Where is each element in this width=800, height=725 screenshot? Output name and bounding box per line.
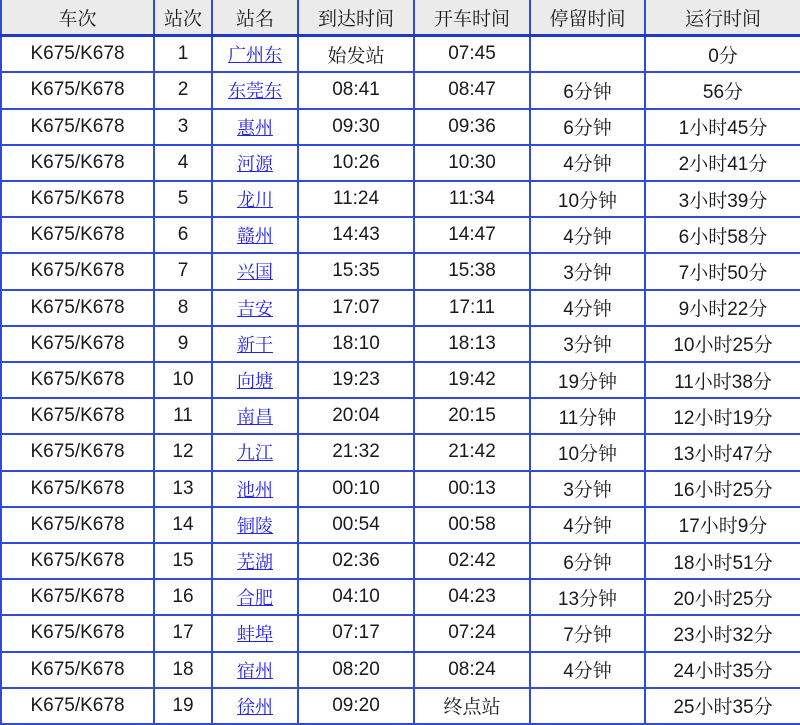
arrive-cell: 02:36: [298, 543, 414, 579]
table-row: [1, 145, 800, 181]
seq-cell: 8: [154, 290, 212, 326]
stop-cell: 19分钟: [530, 362, 645, 398]
duration-cell: 10小时25分: [645, 326, 800, 362]
depart-cell: 02:42: [414, 543, 530, 579]
seq-cell: 3: [154, 109, 212, 145]
depart-cell: 18:13: [414, 326, 530, 362]
station-link[interactable]: 蚌埠: [237, 624, 273, 645]
train-cell: K675/K678: [1, 543, 154, 579]
arrive-cell: 08:41: [298, 72, 414, 108]
station-link[interactable]: 河源: [237, 153, 273, 174]
train-cell: K675/K678: [1, 181, 154, 217]
depart-cell: 11:34: [414, 181, 530, 217]
arrive-cell: 始发站: [298, 36, 414, 73]
stop-cell: [530, 36, 645, 73]
train-cell: K675/K678: [1, 398, 154, 434]
stop-cell: 10分钟: [530, 181, 645, 217]
stop-cell: 4分钟: [530, 145, 645, 181]
table-row: [1, 688, 800, 724]
arrive-cell: 04:10: [298, 579, 414, 615]
seq-cell: 2: [154, 72, 212, 108]
duration-cell: 24小时35分: [645, 652, 800, 688]
stop-cell: 6分钟: [530, 543, 645, 579]
stop-cell: 6分钟: [530, 109, 645, 145]
train-cell: K675/K678: [1, 290, 154, 326]
table-row: [1, 543, 800, 579]
duration-cell: 17小时9分: [645, 507, 800, 543]
seq-cell: 4: [154, 145, 212, 181]
train-cell: K675/K678: [1, 652, 154, 688]
seq-cell: 1: [154, 36, 212, 73]
station-cell: [212, 290, 298, 326]
table-row: [1, 72, 800, 108]
seq-cell: 19: [154, 688, 212, 724]
train-cell: K675/K678: [1, 434, 154, 470]
duration-cell: 18小时51分: [645, 543, 800, 579]
seq-cell: 17: [154, 615, 212, 651]
stop-cell: 4分钟: [530, 507, 645, 543]
stop-cell: 4分钟: [530, 652, 645, 688]
duration-cell: 9小时22分: [645, 290, 800, 326]
col-header-seq: 站次: [154, 0, 212, 36]
arrive-cell: 08:20: [298, 652, 414, 688]
stop-cell: 3分钟: [530, 253, 645, 289]
train-cell: K675/K678: [1, 145, 154, 181]
arrive-cell: 17:07: [298, 290, 414, 326]
station-link[interactable]: 九江: [237, 443, 273, 464]
train-cell: K675/K678: [1, 579, 154, 615]
table-row: [1, 615, 800, 651]
station-link[interactable]: 池州: [237, 479, 273, 500]
col-header-arrive: 到达时间: [298, 0, 414, 36]
duration-cell: 7小时50分: [645, 253, 800, 289]
station-cell: [212, 688, 298, 724]
station-link[interactable]: 南昌: [237, 407, 273, 428]
stop-cell: [530, 688, 645, 724]
train-cell: K675/K678: [1, 326, 154, 362]
duration-cell: 1小时45分: [645, 109, 800, 145]
station-cell: [212, 72, 298, 108]
seq-cell: 7: [154, 253, 212, 289]
station-cell: [212, 326, 298, 362]
seq-cell: 13: [154, 471, 212, 507]
arrive-cell: 00:10: [298, 471, 414, 507]
station-cell: [212, 471, 298, 507]
depart-cell: 14:47: [414, 217, 530, 253]
table-row: [1, 217, 800, 253]
station-cell: [212, 217, 298, 253]
arrive-cell: 21:32: [298, 434, 414, 470]
stop-cell: 3分钟: [530, 326, 645, 362]
station-cell: [212, 579, 298, 615]
arrive-cell: 09:30: [298, 109, 414, 145]
table-row: [1, 652, 800, 688]
depart-cell: 07:24: [414, 615, 530, 651]
station-link[interactable]: 向塘: [237, 371, 273, 392]
col-header-depart: 开车时间: [414, 0, 530, 36]
duration-cell: 13小时47分: [645, 434, 800, 470]
station-cell: [212, 398, 298, 434]
col-header-duration: 运行时间: [645, 0, 800, 36]
depart-cell: 20:15: [414, 398, 530, 434]
duration-cell: 56分: [645, 72, 800, 108]
depart-cell: 08:47: [414, 72, 530, 108]
station-cell: [212, 36, 298, 73]
depart-cell: 08:24: [414, 652, 530, 688]
duration-cell: 11小时38分: [645, 362, 800, 398]
seq-cell: 12: [154, 434, 212, 470]
stop-cell: 4分钟: [530, 290, 645, 326]
station-cell: [212, 145, 298, 181]
seq-cell: 11: [154, 398, 212, 434]
station-link[interactable]: 宿州: [237, 660, 273, 681]
header-row: [1, 0, 800, 36]
table-row: [1, 253, 800, 289]
station-cell: [212, 362, 298, 398]
duration-cell: 23小时32分: [645, 615, 800, 651]
arrive-cell: 07:17: [298, 615, 414, 651]
train-cell: K675/K678: [1, 109, 154, 145]
station-link[interactable]: 合肥: [237, 588, 273, 609]
stop-cell: 13分钟: [530, 579, 645, 615]
depart-cell: 19:42: [414, 362, 530, 398]
table-row: [1, 471, 800, 507]
arrive-cell: 15:35: [298, 253, 414, 289]
table-row: [1, 109, 800, 145]
duration-cell: 12小时19分: [645, 398, 800, 434]
table-body: [1, 36, 800, 725]
seq-cell: 6: [154, 217, 212, 253]
train-cell: K675/K678: [1, 471, 154, 507]
stop-cell: 4分钟: [530, 217, 645, 253]
depart-cell: 10:30: [414, 145, 530, 181]
table-row: [1, 398, 800, 434]
station-link[interactable]: 龙川: [237, 190, 273, 211]
train-cell: K675/K678: [1, 253, 154, 289]
station-cell: [212, 434, 298, 470]
stop-cell: 3分钟: [530, 471, 645, 507]
depart-cell: 21:42: [414, 434, 530, 470]
depart-cell: 17:11: [414, 290, 530, 326]
duration-cell: 0分: [645, 36, 800, 73]
stop-cell: 10分钟: [530, 434, 645, 470]
station-cell: [212, 181, 298, 217]
table-row: [1, 36, 800, 73]
stop-cell: 7分钟: [530, 615, 645, 651]
station-link[interactable]: 吉安: [237, 298, 273, 319]
table-row: [1, 362, 800, 398]
col-header-train: 车次: [1, 0, 154, 36]
duration-cell: 16小时25分: [645, 471, 800, 507]
table-row: [1, 290, 800, 326]
train-cell: K675/K678: [1, 688, 154, 724]
duration-cell: 25小时35分: [645, 688, 800, 724]
col-header-station: 站名: [212, 0, 298, 36]
seq-cell: 16: [154, 579, 212, 615]
station-link[interactable]: 兴国: [237, 262, 273, 283]
train-cell: K675/K678: [1, 72, 154, 108]
station-cell: [212, 507, 298, 543]
duration-cell: 20小时25分: [645, 579, 800, 615]
train-cell: K675/K678: [1, 507, 154, 543]
arrive-cell: 18:10: [298, 326, 414, 362]
depart-cell: 15:38: [414, 253, 530, 289]
station-link[interactable]: 东莞东: [228, 81, 282, 102]
seq-cell: 15: [154, 543, 212, 579]
depart-cell: 09:36: [414, 109, 530, 145]
table-row: [1, 507, 800, 543]
arrive-cell: 10:26: [298, 145, 414, 181]
arrive-cell: 14:43: [298, 217, 414, 253]
seq-cell: 18: [154, 652, 212, 688]
table-row: [1, 181, 800, 217]
station-cell: [212, 652, 298, 688]
arrive-cell: 00:54: [298, 507, 414, 543]
seq-cell: 14: [154, 507, 212, 543]
arrive-cell: 09:20: [298, 688, 414, 724]
table-row: [1, 434, 800, 470]
table-row: [1, 326, 800, 362]
col-header-stop: 停留时间: [530, 0, 645, 36]
station-link[interactable]: 广州东: [228, 45, 282, 66]
arrive-cell: 20:04: [298, 398, 414, 434]
arrive-cell: 19:23: [298, 362, 414, 398]
stop-cell: 11分钟: [530, 398, 645, 434]
duration-cell: 2小时41分: [645, 145, 800, 181]
station-cell: [212, 543, 298, 579]
seq-cell: 5: [154, 181, 212, 217]
table-header: [1, 0, 800, 36]
train-cell: K675/K678: [1, 362, 154, 398]
duration-cell: 6小时58分: [645, 217, 800, 253]
depart-cell: 04:23: [414, 579, 530, 615]
depart-cell: 终点站: [414, 688, 530, 724]
depart-cell: 07:45: [414, 36, 530, 73]
train-cell: K675/K678: [1, 217, 154, 253]
station-cell: [212, 253, 298, 289]
depart-cell: 00:58: [414, 507, 530, 543]
seq-cell: 9: [154, 326, 212, 362]
station-link[interactable]: 惠州: [237, 117, 273, 138]
station-link[interactable]: 铜陵: [237, 515, 273, 536]
train-cell: K675/K678: [1, 36, 154, 73]
station-cell: [212, 109, 298, 145]
station-cell: [212, 615, 298, 651]
station-link[interactable]: 赣州: [237, 226, 273, 247]
station-link[interactable]: 芜湖: [237, 552, 273, 573]
stop-cell: 6分钟: [530, 72, 645, 108]
duration-cell: 3小时39分: [645, 181, 800, 217]
depart-cell: 00:13: [414, 471, 530, 507]
arrive-cell: 11:24: [298, 181, 414, 217]
train-cell: K675/K678: [1, 615, 154, 651]
station-link[interactable]: 徐州: [237, 696, 273, 717]
table-row: [1, 579, 800, 615]
station-link[interactable]: 新干: [237, 334, 273, 355]
seq-cell: 10: [154, 362, 212, 398]
